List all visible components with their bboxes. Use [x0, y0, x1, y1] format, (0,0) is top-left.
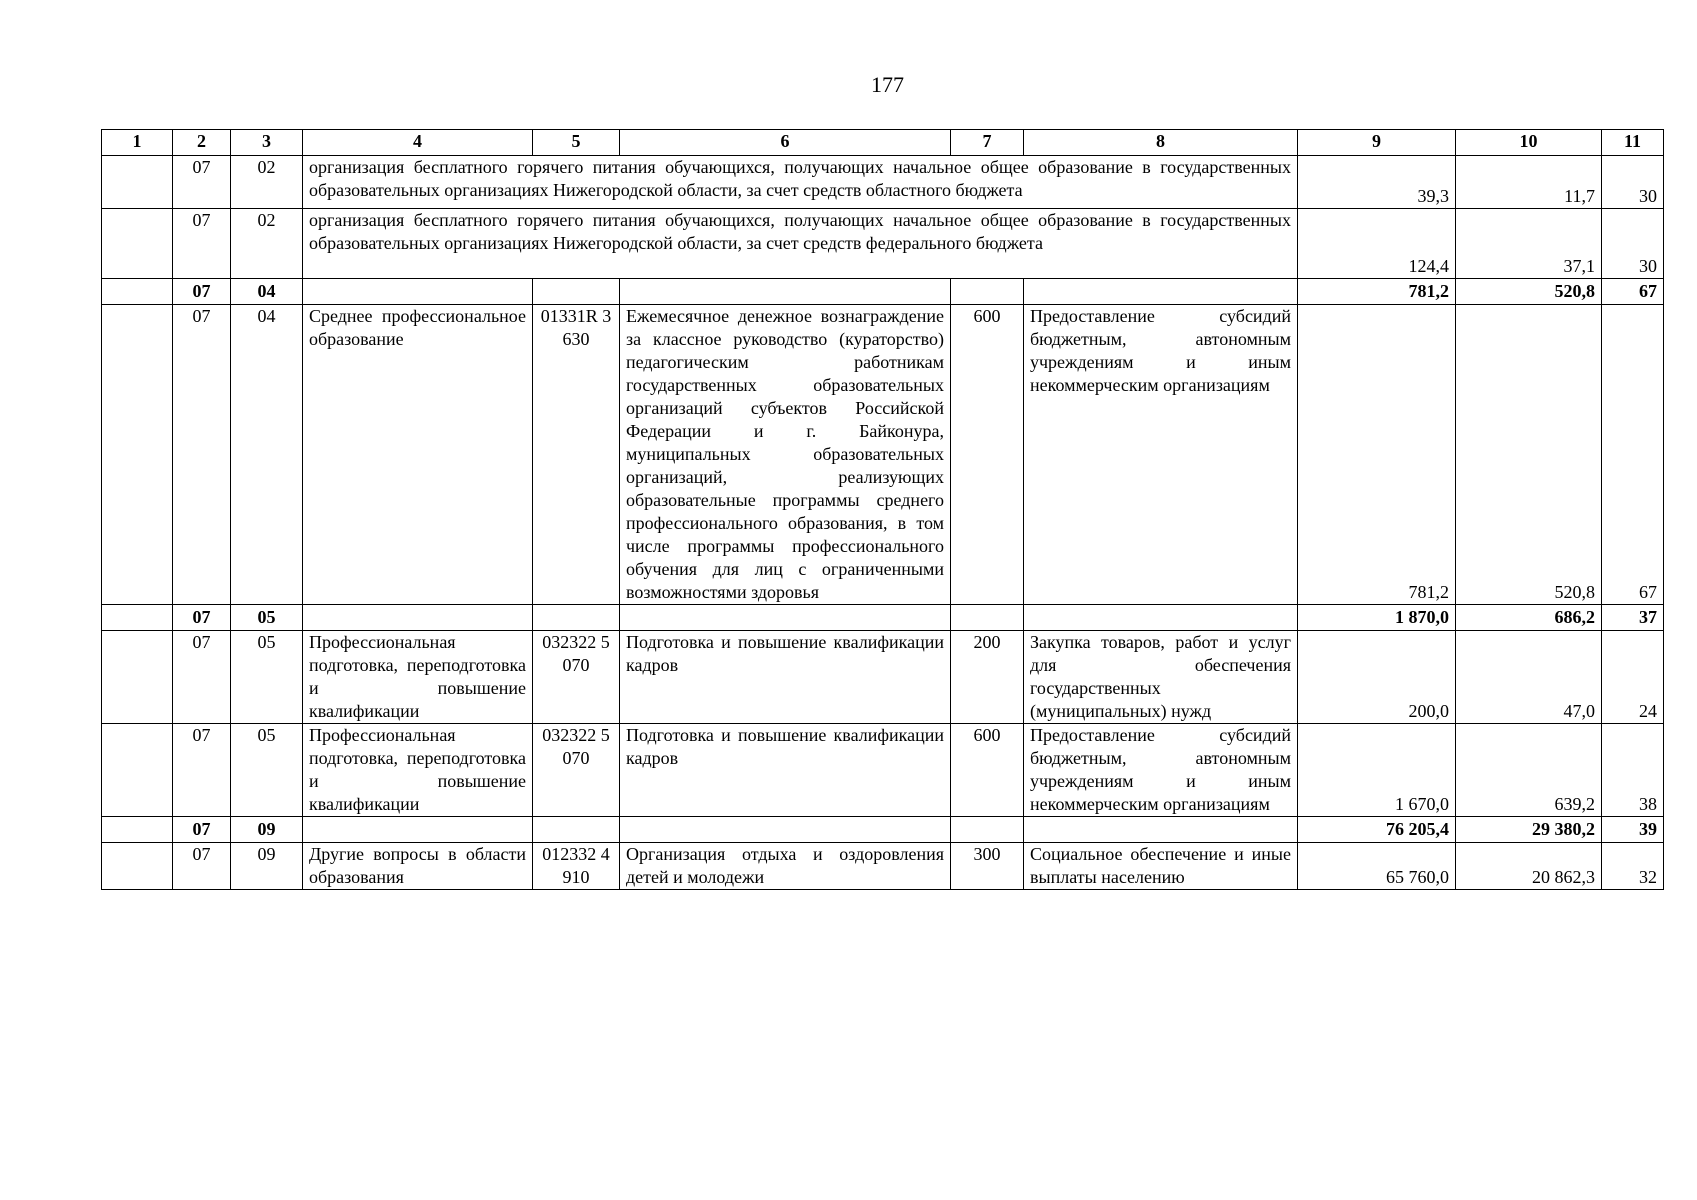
cell-empty — [303, 279, 533, 305]
cell-amount-9: 781,2 — [1298, 279, 1456, 305]
cell-target-code: 012332 4910 — [533, 843, 620, 890]
column-header-7: 7 — [951, 130, 1024, 156]
cell-section: 07 — [173, 631, 231, 724]
cell-amount-10: 37,1 — [1456, 209, 1602, 279]
cell-subsection: 04 — [231, 305, 303, 605]
cell-expense-type-name: Социальное обеспечение и иные выплаты населению — [1024, 843, 1298, 890]
cell-amount-10: 686,2 — [1456, 605, 1602, 631]
cell-target-code: 032322 5070 — [533, 724, 620, 817]
table-row — [102, 843, 1664, 890]
cell-col1 — [102, 817, 173, 843]
cell-percent: 30 — [1602, 209, 1664, 279]
cell-col1 — [102, 209, 173, 279]
subtotal-row — [102, 605, 1664, 631]
cell-empty — [303, 817, 533, 843]
cell-section: 07 — [173, 305, 231, 605]
column-header-1: 1 — [102, 130, 173, 156]
cell-amount-10: 29 380,2 — [1456, 817, 1602, 843]
cell-amount-9: 781,2 — [1298, 305, 1456, 605]
cell-col1 — [102, 279, 173, 305]
cell-amount-9: 39,3 — [1298, 156, 1456, 209]
cell-subsection: 09 — [231, 817, 303, 843]
cell-amount-9: 1 870,0 — [1298, 605, 1456, 631]
cell-expense-type: 600 — [951, 305, 1024, 605]
cell-col1 — [102, 724, 173, 817]
column-header-8: 8 — [1024, 130, 1298, 156]
cell-section-name: Другие вопросы в области образования — [303, 843, 533, 890]
column-header-11: 11 — [1602, 130, 1664, 156]
column-header-6: 6 — [620, 130, 951, 156]
cell-purpose: Подготовка и повышение квалификации кадров — [620, 724, 951, 817]
cell-purpose: Ежемесячное денежное вознаграждение за классное руководство (кураторство) педагогическим работникам государственных образовательных организаций субъектов Российской Федерации и г. Байконура, муниципальных образовательных организаций, реализующих образовательные программы среднего профессионального образования, в том числе программы профессионального обучения для лиц с ограниченными возможностями здоровья — [620, 305, 951, 605]
cell-empty — [620, 817, 951, 843]
cell-empty — [533, 279, 620, 305]
cell-section: 07 — [173, 843, 231, 890]
column-header-3: 3 — [231, 130, 303, 156]
table-row — [102, 631, 1664, 724]
cell-col1 — [102, 631, 173, 724]
cell-amount-10: 520,8 — [1456, 279, 1602, 305]
cell-section-name: Профессиональная подготовка, переподготовка и повышение квалификации — [303, 724, 533, 817]
cell-subsection: 02 — [231, 209, 303, 279]
cell-empty — [1024, 605, 1298, 631]
column-header-9: 9 — [1298, 130, 1456, 156]
cell-amount-10: 639,2 — [1456, 724, 1602, 817]
cell-percent: 39 — [1602, 817, 1664, 843]
cell-purpose: Подготовка и повышение квалификации кадров — [620, 631, 951, 724]
table-row — [102, 209, 1664, 279]
cell-subsection: 02 — [231, 156, 303, 209]
cell-section-name: Среднее профессиональное образование — [303, 305, 533, 605]
column-header-2: 2 — [173, 130, 231, 156]
column-header-10: 10 — [1456, 130, 1602, 156]
cell-percent: 67 — [1602, 305, 1664, 605]
subtotal-row — [102, 279, 1664, 305]
cell-expense-type-name: Закупка товаров, работ и услуг для обеспечения государственных (муниципальных) нужд — [1024, 631, 1298, 724]
cell-col1 — [102, 605, 173, 631]
column-header-4: 4 — [303, 130, 533, 156]
cell-percent: 24 — [1602, 631, 1664, 724]
cell-col1 — [102, 305, 173, 605]
cell-amount-9: 76 205,4 — [1298, 817, 1456, 843]
page-number: 177 — [871, 72, 904, 97]
cell-subsection: 05 — [231, 605, 303, 631]
cell-empty — [951, 605, 1024, 631]
cell-expense-type: 300 — [951, 843, 1024, 890]
cell-section: 07 — [173, 209, 231, 279]
budget-table — [101, 129, 1664, 890]
table-row — [102, 156, 1664, 209]
cell-amount-9: 124,4 — [1298, 209, 1456, 279]
cell-amount-10: 47,0 — [1456, 631, 1602, 724]
cell-amount-10: 520,8 — [1456, 305, 1602, 605]
cell-purpose: Организация отдыха и оздоровления детей и молодежи — [620, 843, 951, 890]
cell-target-code: 01331R 3630 — [533, 305, 620, 605]
table-row — [102, 724, 1664, 817]
cell-amount-10: 20 862,3 — [1456, 843, 1602, 890]
cell-empty — [533, 605, 620, 631]
cell-amount-9: 200,0 — [1298, 631, 1456, 724]
cell-empty — [1024, 817, 1298, 843]
cell-section: 07 — [173, 724, 231, 817]
cell-percent: 37 — [1602, 605, 1664, 631]
cell-percent: 30 — [1602, 156, 1664, 209]
cell-section: 07 — [173, 279, 231, 305]
cell-section-name: Профессиональная подготовка, переподготовка и повышение квалификации — [303, 631, 533, 724]
cell-section: 07 — [173, 156, 231, 209]
cell-description: организация бесплатного горячего питания обучающихся, получающих начальное общее образование в государственных образовательных организациях Нижегородской области, за счет средств федерального бюджета — [303, 209, 1298, 279]
cell-description: организация бесплатного горячего питания обучающихся, получающих начальное общее образование в государственных образовательных организациях Нижегородской области, за счет средств областного бюджета — [303, 156, 1298, 209]
cell-empty — [303, 605, 533, 631]
cell-amount-9: 65 760,0 — [1298, 843, 1456, 890]
cell-percent: 32 — [1602, 843, 1664, 890]
cell-amount-9: 1 670,0 — [1298, 724, 1456, 817]
cell-subsection: 04 — [231, 279, 303, 305]
cell-subsection: 05 — [231, 724, 303, 817]
cell-expense-type-name: Предоставление субсидий бюджетным, автономным учреждениям и иным некоммерческим организациям — [1024, 724, 1298, 817]
cell-percent: 67 — [1602, 279, 1664, 305]
cell-expense-type: 600 — [951, 724, 1024, 817]
cell-empty — [533, 817, 620, 843]
cell-empty — [620, 279, 951, 305]
cell-col1 — [102, 156, 173, 209]
cell-subsection: 09 — [231, 843, 303, 890]
subtotal-row — [102, 817, 1664, 843]
cell-target-code: 032322 5070 — [533, 631, 620, 724]
cell-col1 — [102, 843, 173, 890]
cell-section: 07 — [173, 817, 231, 843]
cell-expense-type: 200 — [951, 631, 1024, 724]
cell-empty — [620, 605, 951, 631]
cell-empty — [1024, 279, 1298, 305]
column-header-5: 5 — [533, 130, 620, 156]
table-header-row — [102, 130, 1664, 156]
cell-section: 07 — [173, 605, 231, 631]
cell-empty — [951, 817, 1024, 843]
cell-amount-10: 11,7 — [1456, 156, 1602, 209]
cell-empty — [951, 279, 1024, 305]
cell-percent: 38 — [1602, 724, 1664, 817]
cell-expense-type-name: Предоставление субсидий бюджетным, автономным учреждениям и иным некоммерческим организациям — [1024, 305, 1298, 605]
table-row — [102, 305, 1664, 605]
cell-subsection: 05 — [231, 631, 303, 724]
